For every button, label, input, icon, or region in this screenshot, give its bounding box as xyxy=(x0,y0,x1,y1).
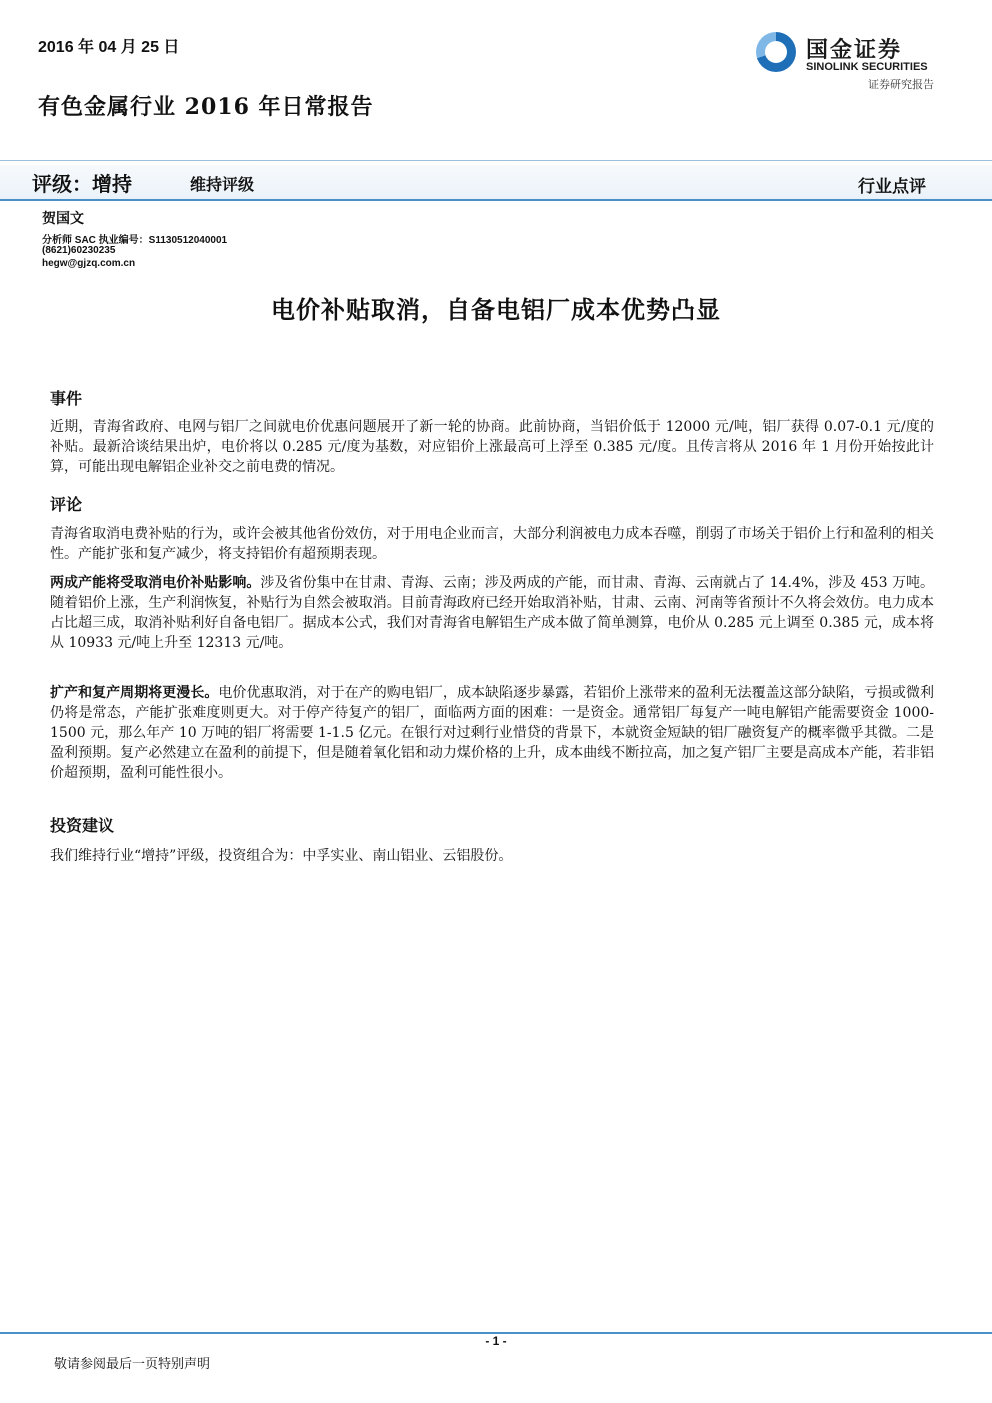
paragraph-lead: 扩产和复产周期将更漫长。 xyxy=(50,685,219,701)
logo-subtitle: 证券研究报告 xyxy=(868,78,934,91)
analyst-phone: (8621)60230235 xyxy=(42,245,116,256)
section-heading-invest: 投资建议 xyxy=(50,816,115,835)
paragraph-event: 近期，青海省政府、电网与铝厂之间就电价优惠问题展开了新一轮的协商。此前协商，当铝价低于 12000 元/吨，铝厂获得 0.07-0.1 元/度的补贴。最新洽谈结果出炉，电价将以 0.285 元/度为基数，对应铝价上涨最高可上浮至 0.385 元/度。且传言将从 2016 年 1 月份开始按此计算，可能出现电解铝企业补交之前电费的情况。 xyxy=(50,419,934,475)
paragraph-capacity xyxy=(50,573,934,653)
logo-name-en: SINOLINK SECURITIES xyxy=(806,61,928,73)
paragraph-expansion xyxy=(50,683,934,783)
divider-rating xyxy=(0,199,992,201)
rating-action: 维持评级 xyxy=(190,175,255,194)
logo-name-cn: 国金证券 xyxy=(806,37,903,62)
rating-label: 评级：增持 xyxy=(32,172,132,196)
logo-mark-icon xyxy=(756,32,796,72)
footer-disclaimer: 敬请参阅最后一页特别声明 xyxy=(54,1357,211,1372)
company-logo xyxy=(756,30,946,76)
report-series-title: 有色金属行业 2016 年日常报告 xyxy=(38,94,374,120)
rating-bar xyxy=(0,165,992,199)
divider-top xyxy=(0,160,992,161)
headline: 电价补贴取消，自备电铝厂成本优势凸显 xyxy=(271,295,721,324)
report-type: 行业点评 xyxy=(858,177,926,197)
analyst-email: hegw@gjzq.com.cn xyxy=(42,258,136,269)
page-number: - 1 - xyxy=(485,1334,507,1348)
section-heading-comment: 评论 xyxy=(50,495,83,514)
analyst-cert: 分析师 SAC 执业编号：S1130512040001 xyxy=(42,235,228,246)
section-heading-event: 事件 xyxy=(50,389,83,408)
paragraph-lead: 两成产能将受取消电价补贴影响。 xyxy=(50,575,261,591)
report-date: 2016 年 04 月 25 日 xyxy=(38,39,180,56)
paragraph-body: 电价优惠取消，对于在产的购电铝厂，成本缺陷逐步暴露，若铝价上涨带来的盈利无法覆盖这部分缺陷，亏损或微利仍将是常态，产能扩张难度则更大。对于停产待复产的铝厂，面临两方面的困难：一是资金。通常铝厂每复产一吨电解铝产能需要资金 1000-1500 元，那么年产 10 万吨的铝厂将需要 1-1.5 亿元。在银行对过剩行业惜贷的背景下，本就资金短缺的铝厂融资复产的概率微乎其微。二是盈利预期。复产必然建立在盈利的前提下，但是随着氧化铝和动力煤价格的上升，成本曲线不断拉高，加之复产铝厂主要是高成本产能，若非铝价超预期，盈利可能性很小。 xyxy=(50,685,935,781)
paragraph-comment: 青海省取消电费补贴的行为，或许会被其他省份效仿，对于用电企业而言，大部分利润被电力成本吞噬，削弱了市场关于铝价上行和盈利的相关性。产能扩张和复产减少，将支持铝价有超预期表现。 xyxy=(50,526,934,562)
paragraph-body: 涉及省份集中在甘肃、青海、云南；涉及两成的产能，而甘肃、青海、云南就占了 14.4%，涉及 453 万吨。随着铝价上涨，生产利润恢复，补贴行为自然会被取消。目前青海政府已经开始取消补贴，甘肃、云南、河南等省预计不久将会效仿。电力成本占比超三成，取消补贴利好自备电铝厂。据成本公式，我们对青海省电解铝生产成本做了简单测算，电价从 0.285 元上调至 0.385 元，成本将从 10933 元/吨上升至 12313 元/吨。 xyxy=(50,575,935,651)
analyst-name: 贺国文 xyxy=(42,211,84,227)
paragraph-invest: 我们维持行业“增持”评级，投资组合为：中孚实业、南山铝业、云铝股份。 xyxy=(50,848,513,864)
